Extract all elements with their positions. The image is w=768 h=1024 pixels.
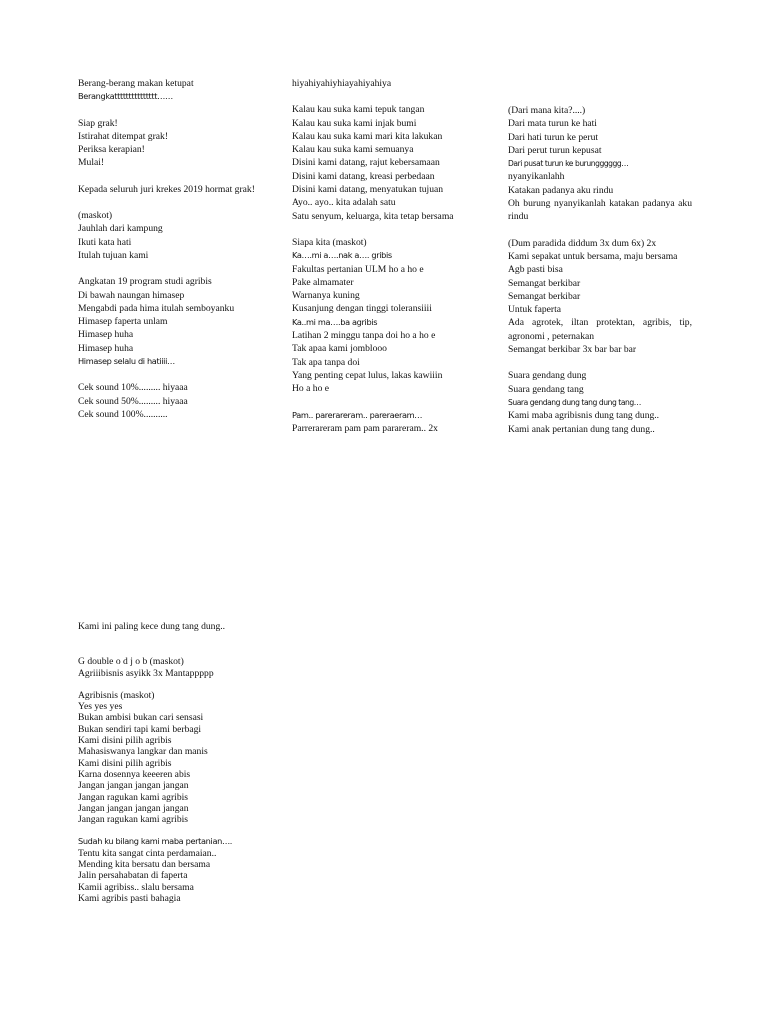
- text-line: Tak apa tanpa doi: [292, 356, 360, 368]
- text-line: Karna dosennya keeeren abis: [78, 768, 191, 780]
- text-line: Agb pasti bisa: [508, 264, 563, 276]
- text-line: Kami agribis pasti bahagia: [78, 892, 181, 904]
- text-line: Kalau kau suka kami semuanya: [292, 144, 414, 156]
- text-line: Himasep huha: [78, 329, 134, 341]
- text-line: Jangan ragukan kami agribis: [78, 791, 189, 803]
- text-line: Kami sepakat untuk bersama, maju bersama: [508, 250, 678, 262]
- text-line: (Dari mana kita?....): [508, 105, 586, 116]
- text-line: Disini kami datang, kreasi perbedaan: [292, 170, 435, 182]
- text-line: Satu senyum, keluarga, kita tetap bersama: [292, 210, 454, 222]
- text-line: Dari pusat turun ke burungggggg…: [508, 159, 629, 169]
- text-line: Kami ini paling kece dung tang dung..: [78, 621, 226, 632]
- text-line: Mahasiswanya langkar dan manis: [78, 746, 208, 758]
- text-line: Agribisnis (maskot): [78, 689, 155, 701]
- text-line: Berang-berang makan ketupat: [78, 78, 194, 89]
- text-line: Kalau kau suka kami tepuk tangan: [292, 104, 425, 116]
- text-line: Dari hati turun ke perut: [508, 131, 599, 143]
- text-line: hiyahiyahiyhiayahiyahiya: [292, 78, 392, 89]
- text-line: Parrerareram pam pam parareram.. 2x: [292, 422, 438, 434]
- text-line: Jangan ragukan kami agribis: [78, 814, 189, 826]
- text-line: Kami disini pilih agribis: [78, 757, 172, 769]
- text-line: Bukan sendiri tapi kami berbagi: [78, 723, 202, 735]
- text-line: Semangat berkibar 3x bar bar bar: [508, 344, 637, 356]
- text-line: Dari perut turun kepusat: [508, 144, 602, 156]
- text-line: Kami anak pertanian dung tang dung..: [508, 423, 655, 435]
- text-line: Himasep faperta unlam: [78, 316, 168, 328]
- text-line: Fakultas pertanian ULM ho a ho e: [292, 263, 424, 275]
- text-line: Ikuti kata hati: [78, 236, 132, 248]
- text-line: Mengabdi pada hima itulah semboyanku: [78, 302, 235, 314]
- text-line: Kamii agribiss.. slalu bersama: [78, 881, 194, 893]
- text-line: Disini kami datang, menyatukan tujuan: [292, 184, 444, 196]
- text-line: Di bawah naungan himasep: [78, 289, 185, 301]
- text-line: Suara gendang tang: [508, 383, 584, 395]
- text-line: Semangat berkibar: [508, 277, 581, 289]
- lyrics-column-1: [78, 77, 263, 421]
- text-line: Himasep selalu di hatiiii…: [78, 356, 175, 367]
- text-line: Disini kami datang, rajut kebersamaan: [292, 157, 440, 169]
- lyrics-column-2: [292, 77, 477, 435]
- text-line: Kami maba agribisnis dung tang dung..: [508, 410, 660, 422]
- text-line: Ho a ho e: [292, 383, 330, 395]
- text-line: Periksa kerapian!: [78, 144, 145, 156]
- text-line: Agriiibisnis asyikk 3x Mantappppp: [78, 667, 214, 679]
- text-line: Yang penting cepat lulus, lakas kawiiin: [292, 369, 443, 381]
- text-line: Semangat berkibar: [508, 290, 581, 302]
- text-line: Istirahat ditempat grak!: [78, 130, 169, 142]
- text-line: Kalau kau suka kami injak bumi: [292, 117, 417, 129]
- text-line: (maskot): [78, 210, 113, 222]
- lyrics-column-3: [508, 104, 692, 436]
- text-line: Latihan 2 minggu tanpa doi ho a ho e: [292, 330, 436, 342]
- text-line: Suara gendang dung tang dung tang…: [508, 397, 641, 407]
- text-line: Kusanjung dengan tinggi toleransiiii: [292, 303, 432, 315]
- text-line: Pam.. parerareram.. pareraeram…: [292, 409, 423, 420]
- text-line: Cek sound 100%..........: [78, 408, 168, 420]
- text-line: Jangan jangan jangan jangan: [78, 802, 189, 814]
- text-line: Sudah ku bilang kami maba pertanian….: [78, 836, 233, 847]
- lyrics-lower-section: [78, 621, 278, 904]
- text-line: Yes yes yes: [78, 701, 123, 713]
- text-line: Cek sound 50%......... hiyaaa: [78, 395, 188, 407]
- text-line: Tentu kita sangat cinta perdamaian..: [78, 847, 217, 859]
- text-line: Katakan padanya aku rindu: [508, 184, 614, 196]
- text-line: Ka..mi ma….ba agribis: [292, 316, 378, 327]
- text-line: Berangkattttttttttttttt……: [78, 91, 173, 102]
- text-line: Angkatan 19 program studi agribis: [78, 276, 212, 288]
- text-paragraph: Ada agrotek, iltan protektan, agribis, tip, agronomi , peternakan: [508, 317, 692, 342]
- text-line: Warnanya kuning: [292, 290, 360, 302]
- text-line: Mending kita bersatu dan bersama: [78, 859, 211, 871]
- text-paragraph: Kepada seluruh juri krekes 2019 hormat grak!: [78, 183, 255, 195]
- text-line: Dari mata turun ke hati: [508, 118, 597, 130]
- text-line: Jauhlah dari kampung: [78, 223, 163, 235]
- text-line: Jangan jangan jangan jangan: [78, 780, 189, 792]
- text-line: Ka….mi a….nak a…. gribis: [292, 250, 392, 261]
- text-line: Siapa kita (maskot): [292, 236, 367, 248]
- text-line: Pake almamater: [292, 276, 354, 288]
- text-line: Mulai!: [78, 157, 105, 169]
- text-line: Himasep huha: [78, 342, 134, 354]
- text-line: nyanyikanlahh: [508, 171, 565, 183]
- text-line: Kalau kau suka kami mari kita lakukan: [292, 130, 443, 142]
- text-line: Suara gendang dung: [508, 370, 587, 382]
- text-line: G double o d j o b (maskot): [78, 656, 184, 668]
- text-line: Kami disini pilih agribis: [78, 735, 172, 747]
- text-line: Tak apaa kami jomblooo: [292, 343, 387, 355]
- text-line: Itulah tujuan kami: [78, 249, 149, 261]
- text-line: Cek sound 10%......... hiyaaa: [78, 382, 188, 394]
- text-paragraph: Oh burung nyanyikanlah katakan padanya aku rindu: [508, 198, 692, 223]
- text-line: Jalin persahabatan di faperta: [78, 870, 188, 882]
- text-line: Ayo.. ayo.. kita adalah satu: [292, 197, 396, 209]
- text-line: (Dum paradida diddum 3x dum 6x) 2x: [508, 237, 657, 249]
- text-line: Untuk faperta: [508, 304, 562, 316]
- text-line: Bukan ambisi bukan cari sensasi: [78, 712, 204, 724]
- text-line: Siap grak!: [78, 117, 118, 129]
